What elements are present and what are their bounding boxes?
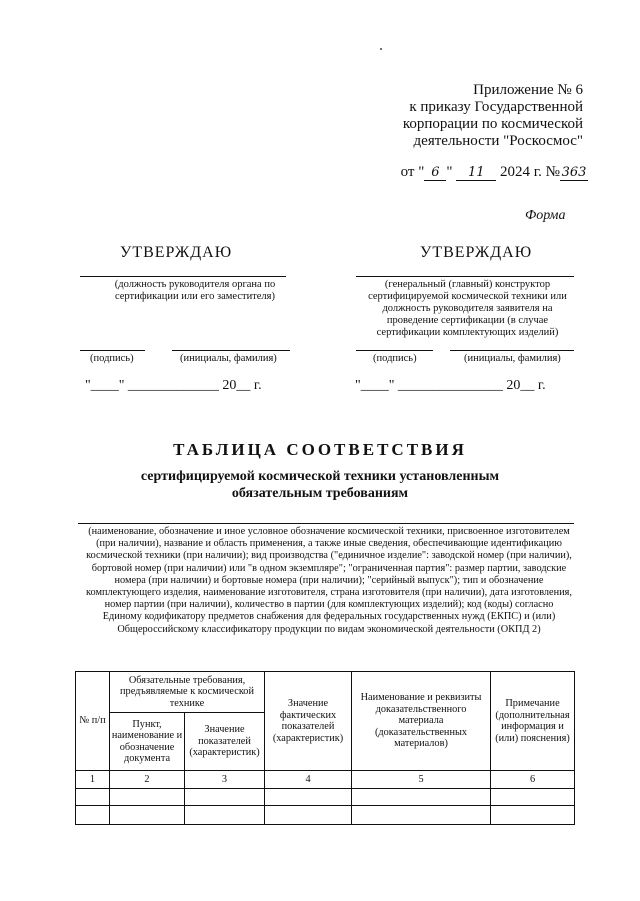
approve-right-heading: УТВЕРЖДАЮ xyxy=(420,244,533,261)
approve-left-signature-line xyxy=(80,350,145,351)
approve-left-signature-label: (подпись) xyxy=(90,353,134,364)
approve-left-caption: (должность руководителя органа по сертификации или его заместителя) xyxy=(114,279,276,302)
order-date-line: от " 6 " 11 2024 г. № 363 xyxy=(400,164,587,180)
approve-left-position-line xyxy=(80,276,286,277)
page-title: ТАБЛИЦА СООТВЕТСТВИЯ xyxy=(173,440,467,459)
approve-right-signature-line xyxy=(356,350,433,351)
appendix-corporation: корпорации по космической xyxy=(402,116,583,132)
approve-right-signature-label: (подпись) xyxy=(373,353,417,364)
table-row-numbers xyxy=(76,771,575,789)
scan-speck xyxy=(380,48,382,50)
column-number: 1 xyxy=(76,771,110,789)
approve-right-initials-line xyxy=(450,350,574,351)
table-row xyxy=(76,806,575,825)
header-required: Обязательные требования, предъявляемые к космической технике xyxy=(110,672,265,713)
approve-right-caption: (генеральный (главный) конструктор сертифицируемой космической техники или должность руководителя заявителя на проведение сертификации (в случае сертификации комплектующих изделий) xyxy=(368,279,567,338)
header-notes: Примечание (дополнительная информация и (или) пояснения) xyxy=(491,672,575,771)
column-number: 5 xyxy=(352,771,491,789)
description-caption: (наименование, обозначение и иное условное обозначение космической техники, присвоенное изготовителем (при наличии), название и область применения, а также иные сведения, обеспечивающие идентификацию космической техники (при наличии); вид производства ("единичное изделие": заводской номер (при наличии), бортовой номер (при наличии) или "в одном экземпляре"; "ограниченная партия": размер партии, заводские номера (при наличии) и бортовые номера (при наличии); "серийный выпуск"); тип и обозначение комплектующего изделия, наименование изготовителя, страна изготовителя (при наличии), дата изготовления, номер партии (при наличии), количество в партии (для комплектующих изделий); код (коды) согласно Единому кодификатору предметов снабжения для федеральных государственных нужд (ЕКПС) и (или) Общероссийскому классификатору продукции по видам экономической деятельности (ОКПД 2) xyxy=(86,526,572,635)
appendix-block xyxy=(388,82,583,150)
approve-left-heading: УТВЕРЖДАЮ xyxy=(120,244,233,261)
table-row xyxy=(76,789,575,806)
header-values: Значение показателей (характеристик) xyxy=(185,713,265,771)
form-label: Форма xyxy=(525,208,566,223)
description-line xyxy=(78,523,574,524)
appendix-number: Приложение № 6 xyxy=(473,82,583,98)
approve-right-initials-label: (инициалы, фамилия) xyxy=(464,353,561,364)
approve-left-initials-line xyxy=(172,350,290,351)
approve-right-position-line xyxy=(356,276,574,277)
approve-left-initials-label: (инициалы, фамилия) xyxy=(180,353,277,364)
order-number: 363 xyxy=(561,165,587,180)
column-number: 6 xyxy=(491,771,575,789)
header-actual: Значение фактических показателей (характеристик) xyxy=(265,672,352,771)
order-month: 11 xyxy=(456,166,496,181)
header-num: № п/п xyxy=(76,672,110,771)
page-subtitle: сертифицируемой космической техники установленным обязательным требованиям xyxy=(140,469,500,501)
appendix-activity: деятельности "Роскосмос" xyxy=(413,133,583,149)
appendix-order: к приказу Государственной xyxy=(409,99,583,115)
column-number: 2 xyxy=(110,771,185,789)
order-day: 6 xyxy=(424,166,446,181)
compliance-table xyxy=(75,671,575,825)
column-number: 3 xyxy=(185,771,265,789)
header-item: Пункт, наименование и обозначение документа xyxy=(110,713,185,771)
header-docs: Наименование и реквизиты доказательственного материала (доказательственных материалов) xyxy=(352,672,491,771)
approve-right-date: "____" _______________ 20__ г. xyxy=(355,378,546,393)
approve-left-date: "____" _____________ 20__ г. xyxy=(85,378,262,393)
column-number: 4 xyxy=(265,771,352,789)
